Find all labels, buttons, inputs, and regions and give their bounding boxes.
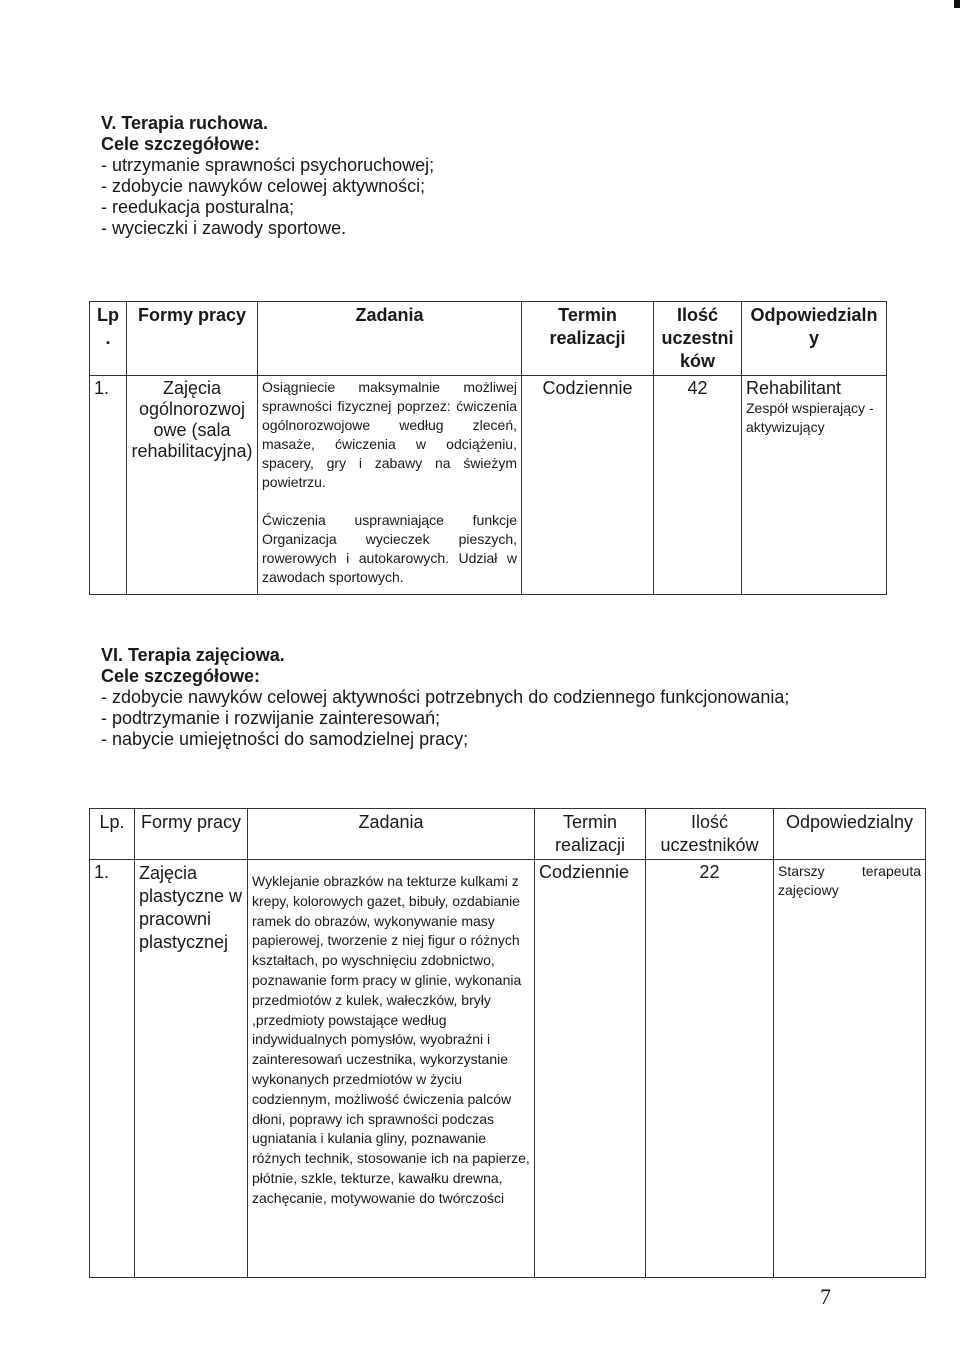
scan-corner-mark	[954, 0, 960, 8]
section-5-goal: - zdobycie nawyków celowej aktywności;	[101, 176, 426, 196]
section-5-goal: - reedukacja posturalna;	[101, 197, 295, 217]
cell-responsible	[742, 376, 887, 595]
header-tasks: Zadania	[258, 302, 522, 376]
cell-term: Codziennie	[535, 860, 646, 1278]
section-6-goal: - zdobycie nawyków celowej aktywności potrzebnych do codziennego funkcjonowania;	[101, 687, 790, 707]
header-term: Termin realizacji	[522, 302, 654, 376]
header-responsible: Odpowiedzialny	[774, 809, 926, 860]
header-lp: Lp.	[90, 809, 135, 860]
cell-responsible: Starszy terapeuta zajęciowy	[774, 860, 926, 1278]
header-tasks: Zadania	[248, 809, 535, 860]
section-5-intro	[101, 113, 861, 239]
cell-tasks: Wyklejanie obrazków na tekturze kulkami z krepy, kolorowych gazet, bibuły, ozdabianie ramek do obrazów, wykonywanie masy papierowej, tworzenie z niej figur o różnych kształtach, po wyschnięciu zdobnictwo, poznawanie form pracy w glinie, wykonania przedmiotów z kulek, wałeczków, bryły ,przedmioty powstające według indywidualnych pomysłów, wyobraźni i zainteresowań uczestnika, wykorzystanie wykonanych przedmiotów w życiu codziennym, możliwość ćwiczenia palców dłoni, poprawy ich sprawności podczas ugniatania i kulania gliny, poznawanie różnych technik, stosowanie ich na papierze, płótnie, szkle, tekturze, kawałku drewna, zachęcanie, motywowanie do twórczości	[248, 860, 535, 1278]
tasks-paragraph: Ćwiczenia usprawniające funkcje Organizacja wycieczek pieszych, rowerowych i autokarowych. Udział w zawodach sportowych.	[262, 512, 517, 585]
section-6-goal: - nabycie umiejętności do samodzielnej pracy;	[101, 729, 469, 749]
section-5-goal: - utrzymanie sprawności psychoruchowej;	[101, 155, 435, 175]
cell-count: 22	[646, 860, 774, 1278]
tasks-paragraph: Osiągniecie maksymalnie możliwej sprawności fizycznej poprzez: ćwiczenia ogólnorozwojowe według zleceń, masaże, ćwiczenia w odciążeniu, spacery, gry i zabawy na świeżym powietrzu.	[262, 379, 517, 490]
cell-form: Zajęcia ogólnorozwoj owe (sala rehabilitacyjna)	[127, 376, 258, 595]
cell-term: Codziennie	[522, 376, 654, 595]
responsible-main: Rehabilitant	[746, 378, 842, 398]
table-header-row	[90, 809, 926, 860]
section-6-goals-heading: Cele szczegółowe:	[101, 666, 261, 686]
table-row	[90, 860, 926, 1278]
header-count: Ilość uczestników	[646, 809, 774, 860]
cell-lp: 1.	[90, 376, 127, 595]
header-forms: Formy pracy	[135, 809, 248, 860]
section-5-heading: V. Terapia ruchowa.	[101, 113, 269, 133]
cell-count: 42	[654, 376, 742, 595]
section-5-goal: - wycieczki i zawody sportowe.	[101, 218, 347, 238]
cell-tasks	[258, 376, 522, 595]
section-6-heading: VI. Terapia zajęciowa.	[101, 645, 285, 665]
table-row	[90, 376, 887, 595]
section-6-intro	[101, 645, 901, 750]
section-6-goal: - podtrzymanie i rozwijanie zainteresowań;	[101, 708, 441, 728]
section-6-table	[89, 808, 926, 1278]
header-term: Termin realizacji	[535, 809, 646, 860]
header-count: Ilość uczestni ków	[654, 302, 742, 376]
table-header-row	[90, 302, 887, 376]
header-lp: Lp .	[90, 302, 127, 376]
cell-lp: 1.	[90, 860, 135, 1278]
header-forms: Formy pracy	[127, 302, 258, 376]
responsible-sub: Zespół wspierający - aktywizujący	[746, 400, 874, 435]
section-5-table	[89, 301, 887, 595]
header-responsible: Odpowiedzialn y	[742, 302, 887, 376]
page-number: 7	[820, 1284, 831, 1309]
section-5-goals-heading: Cele szczegółowe:	[101, 134, 261, 154]
cell-form: Zajęcia plastyczne w pracowni plastycznej	[135, 860, 248, 1278]
